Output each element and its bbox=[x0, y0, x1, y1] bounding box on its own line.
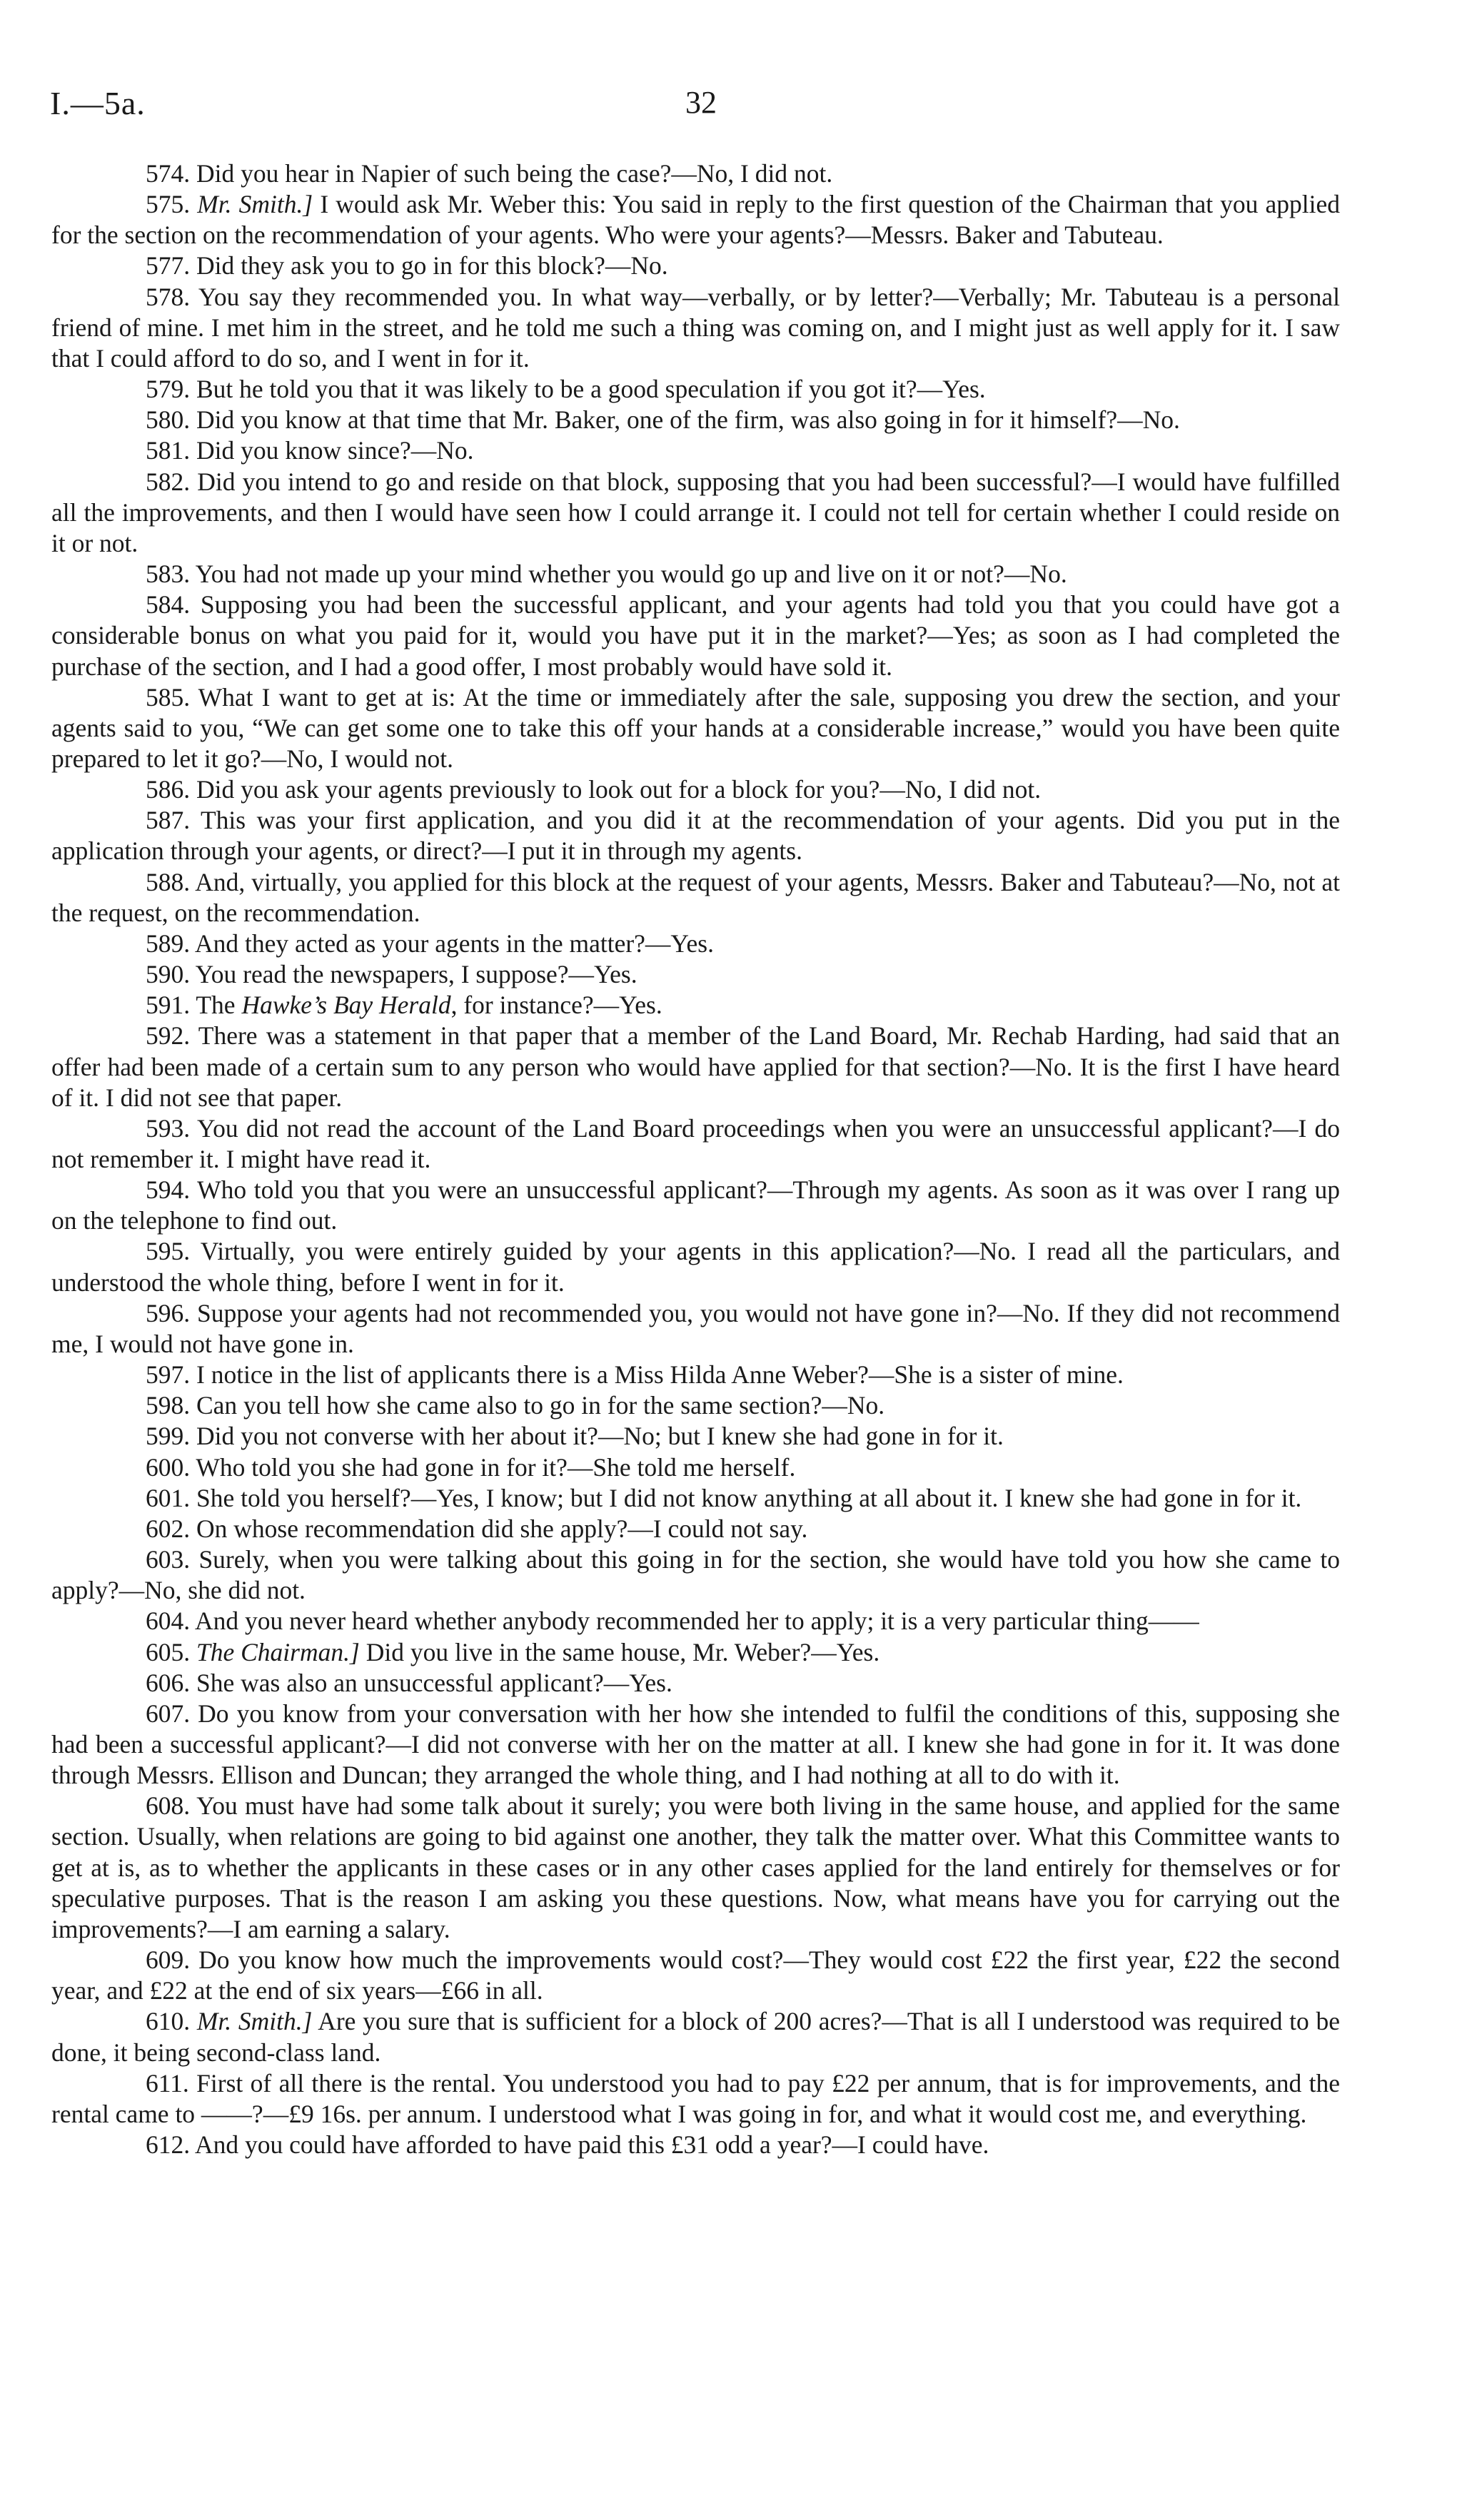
paragraph-591: 591. The Hawke’s Bay Herald, for instance?—Yes. bbox=[146, 991, 662, 1020]
paragraph-610: 610. Mr. Smith.] Are you sure that is sufficient for a block of 200 acres?—That is all I understood was required to be done, it being second-class land. bbox=[51, 2007, 1340, 2067]
paragraph-593: 593. You did not read the account of the Land Board proceedings when you were an unsuccessful applicant?—I do not remember it. I might have read it. bbox=[51, 1113, 1340, 1173]
paragraph-589: 589. And they acted as your agents in the matter?—Yes. bbox=[146, 928, 714, 958]
paragraph-577: 577. Did they ask you to go in for this block?—No. bbox=[146, 251, 668, 280]
evidence-text bbox=[51, 158, 1340, 2160]
paragraph-596: 596. Suppose your agents had not recommended you, you would not have gone in?—No. If they did not recommend me, I would not have gone in. bbox=[51, 1298, 1340, 1358]
speaker-label: Mr. Smith.] bbox=[197, 190, 313, 219]
paragraph-604: 604. And you never heard whether anybody recommended her to apply; it is a very particular thing—— bbox=[146, 1606, 1199, 1636]
paragraph-598: 598. Can you tell how she came also to go in for the same section?—No. bbox=[146, 1391, 885, 1420]
paragraph-595: 595. Virtually, you were entirely guided by your agents in this application?—No. I read all the particulars, and understood the whole thing, before I went in for it. bbox=[51, 1237, 1340, 1297]
paragraph-575: 575. Mr. Smith.] I would ask Mr. Weber this: You said in reply to the first question of the Chairman that you applied for the section on the recommendation of your agents. Who were your agents?—Messrs. Baker and Tabuteau. bbox=[51, 190, 1340, 250]
paragraph-601: 601. She told you herself?—Yes, I know; but I did not know anything at all about it. I knew she had gone in for it. bbox=[146, 1483, 1302, 1512]
speaker-label: Mr. Smith.] bbox=[196, 2007, 313, 2036]
page-number: 32 bbox=[685, 85, 717, 120]
paragraph-605: 605. The Chairman.] Did you live in the same house, Mr. Weber?—Yes. bbox=[146, 1637, 880, 1666]
paper-reference: I.—5a. bbox=[50, 85, 146, 121]
paragraph-579: 579. But he told you that it was likely to be a good speculation if you got it?—Yes. bbox=[146, 375, 986, 404]
paragraph-590: 590. You read the newspapers, I suppose?—Yes. bbox=[146, 960, 637, 989]
paragraph-612: 612. And you could have afforded to have paid this £31 odd a year?—I could have. bbox=[146, 2130, 989, 2159]
paragraph-587: 587. This was your first application, and you did it at the recommendation of your agents. Did you put in the application through your agents, or direct?—I put it in through my agents. bbox=[51, 806, 1340, 866]
paragraph-607: 607. Do you know from your conversation with her how she intended to fulfil the conditions of this, supposing she had been a successful applicant?—I did not converse with her on the matter at all. I knew she had gone in for it. It was done through Messrs. Ellison and Duncan; they arranged the whole thing, and I had nothing at all to do with it. bbox=[51, 1699, 1340, 1790]
paragraph-585: 585. What I want to get at is: At the time or immediately after the sale, supposing you drew the section, and your agents said to you, “We can get some one to take this off your hands at a considerable increase,” would you have been quite prepared to let it go?—No, I would not. bbox=[51, 682, 1340, 773]
paragraph-602: 602. On whose recommendation did she apply?—I could not say. bbox=[146, 1514, 808, 1543]
paragraph-586: 586. Did you ask your agents previously to look out for a block for you?—No, I did not. bbox=[146, 775, 1042, 804]
paragraph-606: 606. She was also an unsuccessful applicant?—Yes. bbox=[146, 1668, 672, 1697]
paragraph-609: 609. Do you know how much the improvements would cost?—They would cost £22 the first year, £22 the second year, and £22 at the end of six years—£66 in all. bbox=[51, 1945, 1340, 2005]
speaker-label: The Chairman.] bbox=[196, 1637, 360, 1666]
page-header bbox=[0, 84, 1467, 127]
paragraph-597: 597. I notice in the list of applicants there is a Miss Hilda Anne Weber?—She is a sister of mine. bbox=[146, 1360, 1124, 1390]
paragraph-574: 574. Did you hear in Napier of such being the case?—No, I did not. bbox=[146, 159, 833, 188]
paragraph-580: 580. Did you know at that time that Mr. Baker, one of the firm, was also going in for it himself?—No. bbox=[146, 405, 1180, 435]
paragraph-581: 581. Did you know since?—No. bbox=[146, 436, 474, 465]
paragraph-578: 578. You say they recommended you. In what way—verbally, or by letter?—Verbally; Mr. Tabuteau is a personal friend of mine. I met him in the street, and he told me such a thing was coming on, and I might just as well apply for it. I saw that I could afford to do so, and I went in for it. bbox=[51, 282, 1340, 373]
paragraph-592: 592. There was a statement in that paper that a member of the Land Board, Mr. Rechab Harding, had said that an offer had been made of a certain sum to any person who would have applied for that section?—No. It is the first I have heard of it. I did not see that paper. bbox=[51, 1021, 1340, 1112]
paragraph-608: 608. You must have had some talk about it surely; you were both living in the same house, and applied for the same section. Usually, when relations are going to bid against one another, they talk the matter over. What this Committee wants to get at is, as to whether the applicants in these cases or in any other cases applied for the land entirely for themselves or for speculative purposes. That is the reason I am asking you these questions. Now, what means have you for carrying out the improvements?—I am earning a salary. bbox=[51, 1791, 1340, 1943]
paragraph-584: 584. Supposing you had been the successful applicant, and your agents had told you that you could have got a considerable bonus on what you paid for it, would you have put it in the market?—Yes; as soon as I had completed the purchase of the section, and I had a good offer, I most probably would have sold it. bbox=[51, 590, 1340, 681]
paragraph-588: 588. And, virtually, you applied for this block at the request of your agents, Messrs. Baker and Tabuteau?—No, not at the request, on the recommendation. bbox=[51, 867, 1340, 927]
paragraph-599: 599. Did you not converse with her about it?—No; but I knew she had gone in for it. bbox=[146, 1422, 1004, 1451]
paragraph-583: 583. You had not made up your mind whether you would go up and live on it or not?—No. bbox=[146, 560, 1067, 589]
paragraph-603: 603. Surely, when you were talking about this going in for the section, she would have told you how she came to apply?—No, she did not. bbox=[51, 1545, 1340, 1605]
paragraph-594: 594. Who told you that you were an unsuccessful applicant?—Through my agents. As soon as it was over I rang up on the telephone to find out. bbox=[51, 1175, 1340, 1235]
paragraph-611: 611. First of all there is the rental. You understood you had to pay £22 per annum, that is for improvements, and the rental came to ——?—£9 16s. per annum. I understood what I was going in for, and what it would cost me, and everything. bbox=[51, 2068, 1340, 2128]
newspaper-title: Hawke’s Bay Herald bbox=[241, 991, 451, 1020]
paragraph-600: 600. Who told you she had gone in for it?—She told me herself. bbox=[146, 1452, 796, 1482]
paragraph-582: 582. Did you intend to go and reside on that block, supposing that you had been successful?—I would have fulfilled all the improvements, and then I would have seen how I could arrange it. I could not tell for certain whether I could reside on it or not. bbox=[51, 467, 1340, 557]
